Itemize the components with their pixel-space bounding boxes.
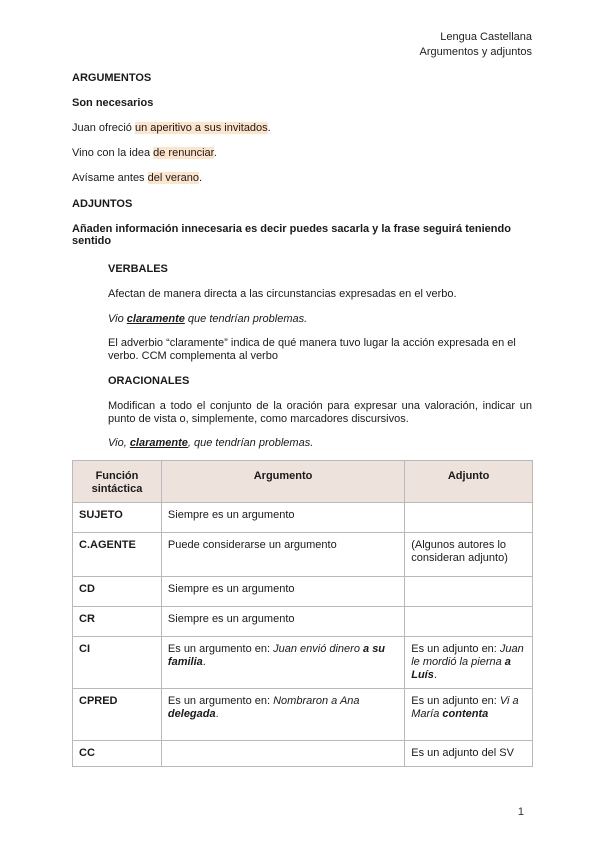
example-keyword: claramente [129,437,188,449]
verbales-text: Afectan de manera directa a las circunstancias expresadas en el verbo. [108,288,457,300]
page-header [419,30,532,60]
oracionales-example: Vio, claramente, que tendrían problemas. [108,437,314,449]
header-subject: Lengua Castellana [440,31,532,43]
header-topic: Argumentos y adjuntos [419,46,532,58]
oracionales-text: Modifican a todo el conjunto de la oración para expresar una valoración, indicar un punto de vista o, simplemente, como marcadores discursivos. [108,400,532,425]
table-row: CC Es un adjunto del SV [73,741,533,767]
argumentos-subtitle: Son necesarios [72,97,154,109]
functions-table [72,460,533,767]
column-header-argument: Argumento [161,461,404,503]
argumentos-heading: ARGUMENTOS [72,72,152,84]
table-row: C.AGENTE Puede considerarse un argumento (Algunos autores lo consideran adjunto) [73,533,533,577]
table-row: CD Siempre es un argumento [73,577,533,607]
verbales-heading: VERBALES [108,263,168,275]
argument-example-2: Vino con la idea de renunciar. [72,147,217,159]
oracionales-heading: ORACIONALES [108,375,190,387]
adjunct-cell: Es un adjunto en: Vi a María contenta [405,689,533,741]
table-row: CPRED Es un argumento en: Nombraron a Ana delegada. Es un adjunto en: Vi a María contenta [73,689,533,741]
table-header-row [73,461,533,503]
highlighted-argument: de renunciar [153,147,214,159]
column-header-function: Función sintáctica [73,461,162,503]
highlighted-argument: del verano [147,172,199,184]
verbales-explanation: El adverbio “claramente” indica de qué manera tuvo lugar la acción expresada en el verbo. CCM complementa al verbo [108,337,516,362]
argument-cell: Es un argumento en: Nombraron a Ana delegada. [161,689,404,741]
page-number: 1 [517,806,524,818]
argument-example-3: Avísame antes del verano. [72,172,203,184]
adjuntos-description: Añaden información innecesaria es decir puedes sacarla y la frase seguirá teniendo sentido [72,223,511,247]
adjunct-cell: Es un adjunto en: Juan le mordió la pierna a Luís. [405,637,533,689]
highlighted-argument: un aperitivo a sus invitados [134,122,268,134]
table-row: CR Siempre es un argumento [73,607,533,637]
table-row: CI Es un argumento en: Juan envió dinero a su familia. Es un adjunto en: Juan le mordió la pierna a Luís. [73,637,533,689]
argument-example-1: Juan ofreció un aperitivo a sus invitados. [72,122,271,134]
argument-cell: Es un argumento en: Juan envió dinero a su familia. [161,637,404,689]
verbales-example: Vio claramente que tendrían problemas. [108,313,308,325]
table-row: SUJETO Siempre es un argumento [73,503,533,533]
column-header-adjunct: Adjunto [405,461,533,503]
adjuntos-heading: ADJUNTOS [72,198,133,210]
example-keyword: claramente [126,313,185,325]
